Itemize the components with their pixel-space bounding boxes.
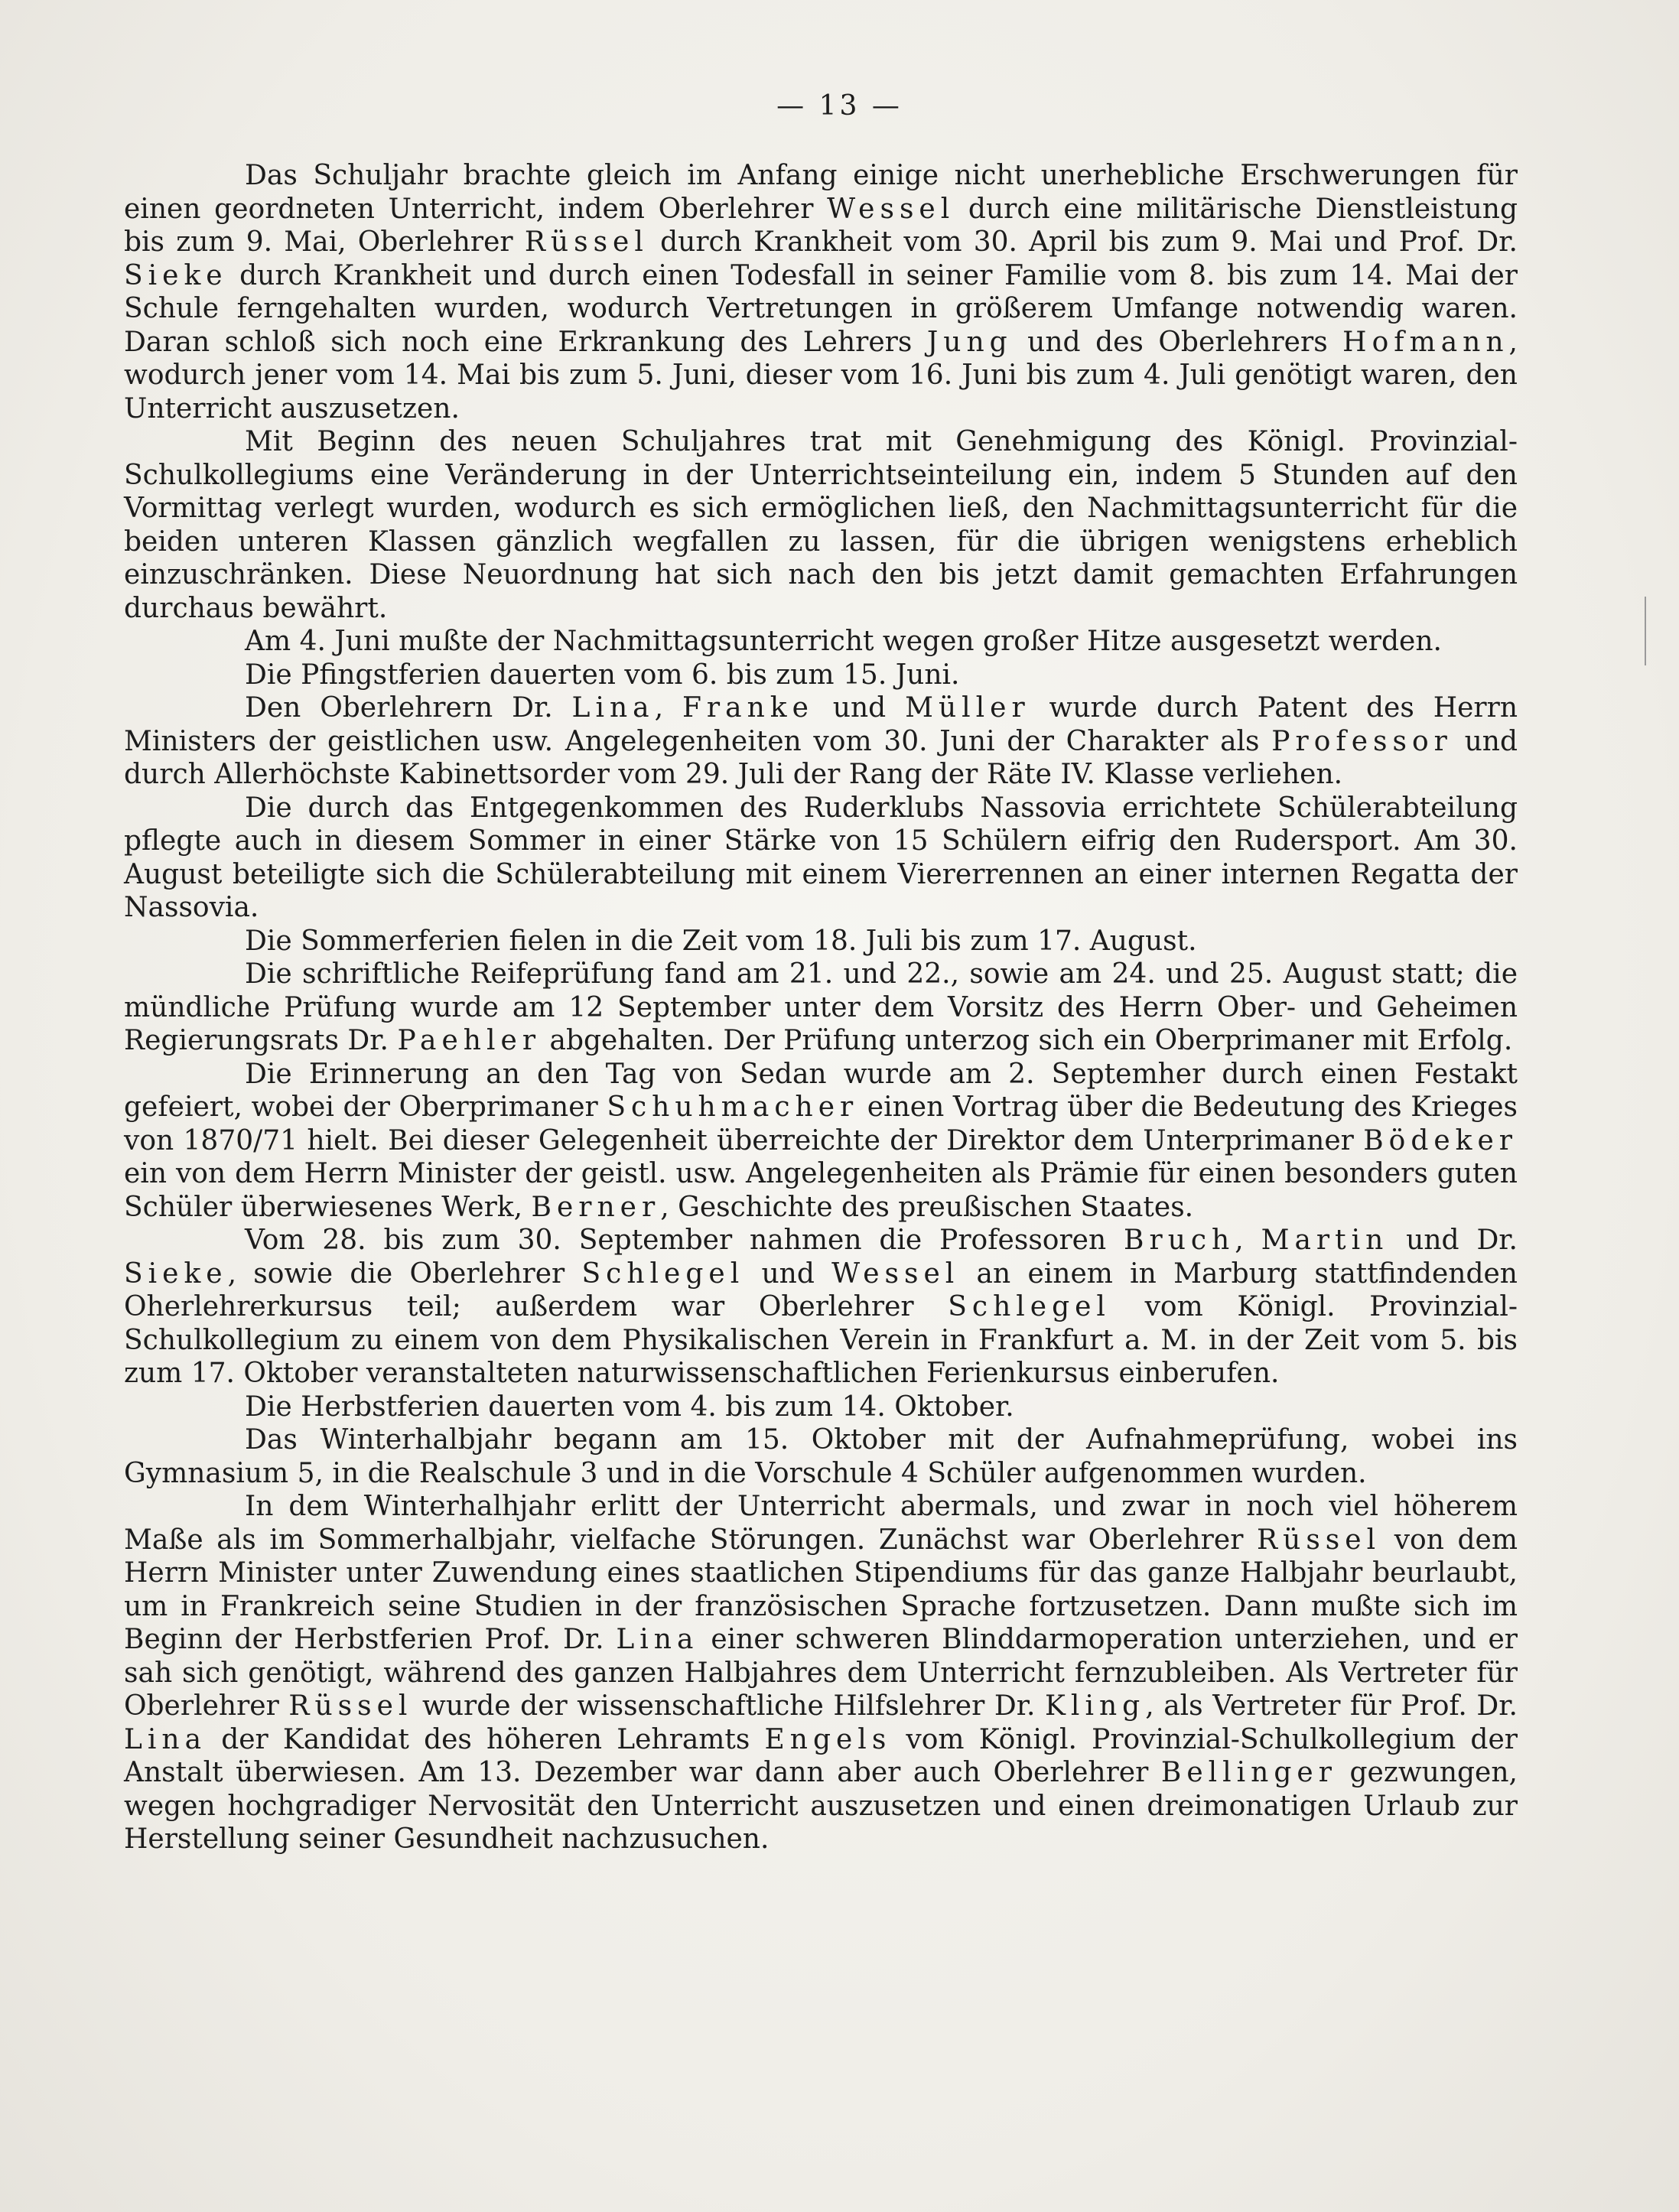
paragraph (124, 1391, 1518, 1424)
text-run: durch Krankheit vom 30. April bis zum 9. Mai und Prof. Dr. (648, 226, 1518, 258)
spaced-name: Rüssel (288, 1690, 413, 1722)
text-run: Die Erinnerung an den Tag von Sedan wurde am 2. Septemher durch einen Festakt gefeiert, wobei der Oberprimaner (124, 1058, 1518, 1123)
text-run: und Dr. (1388, 1225, 1518, 1256)
text-run: und durch Allerhöchste Kabinettsorder vom 29. Juli der Rang der Räte IV. Klasse verliehen. (124, 725, 1518, 790)
text-run: vom Königl. Provinzial-Schulkollegium der Anstalt überwiesen. Am 13. Dezember war dann aber auch Oberlehrer (124, 1723, 1518, 1788)
text-run: Mit Beginn des neuen Schuljahres trat mit Genehmigung des Königl. Provinzial-Schulkollegiums eine Veränderung in der Unterrichtseinteilung ein, indem 5 Stunden auf den Vormittag verlegt wurden, wodurch es sich ermöglichen ließ, den Nachmittagsunterricht für die beiden unteren Klassen gänzlich wegfallen zu lassen, für die übrigen wenigstens erheblich einzuschränken. Diese Neuordnung hat sich nach den bis jetzt damit gemachten Erfahrungen durchaus bewährt. (124, 426, 1518, 624)
spaced-name: Rüssel (524, 226, 649, 258)
text-run: Am 4. Juni mußte der Nachmittagsunterricht wegen großer Hitze ausgesetzt werden. (245, 626, 1442, 657)
paragraph (124, 1423, 1518, 1490)
spaced-name: Sieke (124, 1257, 228, 1290)
spaced-name: Schlegel (948, 1291, 1111, 1322)
spaced-name: Bruch (1124, 1225, 1235, 1256)
spaced-name: Lina (571, 692, 655, 724)
text-run: der Kandidat des höheren Lehramts (207, 1723, 765, 1755)
spaced-name: Müller (905, 692, 1030, 724)
paragraph (124, 1058, 1518, 1225)
text-run: einer schweren Blinddarmoperation unterziehen, und er sah sich genötigt, während des ganzen Halbjahres dem Unterricht fernzubleiben. Als Vertreter für Oberlehrer (124, 1624, 1518, 1722)
paragraph (124, 625, 1518, 659)
text-run: an einem in Marburg stattfindenden Oherlehrerkursus teil; außerdem war Oberlehrer (124, 1257, 1518, 1322)
spaced-name: Professor (1271, 725, 1453, 757)
spaced-name: Schlegel (581, 1257, 745, 1290)
page-number: — 13 — (776, 90, 903, 122)
paragraph (124, 792, 1518, 925)
paragraph (124, 1224, 1518, 1391)
paragraph (124, 159, 1518, 425)
spaced-name: Lina (124, 1723, 207, 1755)
spaced-name: Rüssel (1257, 1524, 1381, 1556)
text-run: Vom 28. bis zum 30. September nahmen die Professoren (245, 1225, 1124, 1256)
text-run: , sowie die Oberlehrer (227, 1257, 582, 1290)
spaced-name: Bödeker (1363, 1124, 1518, 1156)
spaced-name: Schuhmacher (607, 1091, 859, 1123)
text-run: , wodurch jener vom 14. Mai bis zum 5. Juni, dieser vom 16. Juni bis zum 4. Juli genötigt waren, den Unterricht auszusetzen. (124, 326, 1518, 425)
paragraph (124, 425, 1518, 625)
body-text (124, 159, 1518, 1856)
text-run: Die Pfingstferien dauerten vom 6. bis zum 15. Juni. (245, 659, 960, 691)
text-run: und (813, 692, 906, 724)
spaced-name: Kling (1045, 1690, 1146, 1722)
text-run: ein von dem Herrn Minister der geistl. usw. Angelegenheiten als Prämie für einen besonders guten Schüler überwiesenes Werk, (124, 1158, 1518, 1223)
text-run: und (744, 1257, 832, 1290)
spaced-name: Lina (616, 1624, 699, 1655)
text-run: durch Krankheit und durch einen Todesfall in seiner Familie vom 8. bis zum 14. Mai der Schule ferngehalten wurden, wodurch Vertretungen in größerem Umfange notwendig waren. Daran schloß sich noch eine Erkrankung des Lehrers (124, 259, 1518, 358)
spaced-name: Berner (531, 1191, 661, 1223)
text-run: und des Oberlehrers (1012, 326, 1343, 358)
text-run: durch eine militärische Dienstleistung bis zum 9. Mai, Oberlehrer (124, 193, 1518, 258)
text-run: Die Herbstferien dauerten vom 4. bis zum 14. Oktober. (245, 1391, 1014, 1423)
spaced-name: Bellinger (1160, 1757, 1337, 1788)
paragraph (124, 691, 1518, 792)
text-run: , (1235, 1225, 1261, 1256)
text-run: Das Schuljahr brachte gleich im Anfang einige nicht unerhebliche Erschwerungen für einen geordneten Unterricht, indem Oberlehrer (124, 160, 1518, 225)
text-run: wurde der wissenschaftliche Hilfslehrer Dr. (412, 1690, 1046, 1722)
text-run: von dem Herrn Minister unter Zuwendung eines staatlichen Stipendiums für das ganze Halbjahr beurlaubt, um in Frankreich seine Studien in der französischen Sprache fortzusetzen. Dann mußte sich im Beginn der Herbstferien Prof. Dr. (124, 1524, 1518, 1655)
text-run: In dem Winterhalhjahr erlitt der Unterricht abermals, und zwar in noch viel höherem Maße als im Sommerhalbjahr, vielfache Störungen. Zunächst war Oberlehrer (124, 1491, 1518, 1556)
text-run: , als Vertreter für Prof. Dr. (1145, 1690, 1518, 1722)
text-run: , (654, 692, 682, 724)
text-run: gezwungen, wegen hochgradiger Nervosität den Unterricht auszusetzen und einen dreimonatigen Urlaub zur Herstellung seiner Gesundheit nachzusuchen. (124, 1757, 1518, 1855)
spaced-name: Engels (764, 1723, 892, 1755)
text-run: Die Sommerferien fielen in die Zeit vom 18. Juli bis zum 17. August. (245, 925, 1197, 957)
text-run: , Geschichte des preußischen Staates. (660, 1191, 1194, 1223)
paragraph (124, 1490, 1518, 1856)
spaced-name: Paehler (397, 1025, 542, 1056)
text-run: Die schriftliche Reifeprüfung fand am 21. und 22., sowie am 24. und 25. August statt; die mündliche Prüfung wurde am 12 September unter dem Vorsitz des Herrn Ober- und Geheimen Regierungsrats Dr. (124, 958, 1518, 1056)
spaced-name: Wessel (827, 193, 955, 225)
text-run: vom Königl. Provinzial-Schulkollegium zu einem von dem Physikalischen Verein in Frankfurt a. M. in der Zeit vom 5. bis zum 17. Oktober veranstalteten naturwissenschaftlichen Ferienkursus einberufen. (124, 1291, 1518, 1389)
paragraph (124, 958, 1518, 1058)
text-run: wurde durch Patent des Herrn Ministers der geistlichen usw. Angelegenheiten vom 30. Juni der Charakter als (124, 692, 1518, 757)
spaced-name: Franke (682, 692, 814, 724)
text-run: Die durch das Entgegenkommen des Ruderklubs Nassovia errichtete Schülerabteilung pflegte auch in diesem Sommer in einer Stärke von 15 Schülern eifrig den Rudersport. Am 30. August beteiligte sich die Schülerabteilung mit einem Viererrennen an einer internen Regatta der Nassovia. (124, 792, 1518, 923)
spaced-name: Jung (926, 326, 1013, 358)
paragraph (124, 925, 1518, 958)
text-run: einen Vortrag über die Bedeutung des Krieges von 1870/71 hielt. Bei dieser Gelegenheit überreichte der Direktor dem Unterprimaner (124, 1091, 1518, 1156)
text-run: abgehalten. Der Prüfung unterzog sich ein Oberprimaner mit Erfolg. (541, 1025, 1513, 1056)
spaced-name: Wessel (831, 1257, 960, 1290)
text-run: Das Winterhalbjahr begann am 15. Oktober mit der Aufnahmeprüfung, wobei ins Gymnasium 5, in die Realschule 3 und in die Vorschule 4 Schüler aufgenommen wurden. (124, 1424, 1518, 1489)
spaced-name: Sieke (124, 259, 228, 291)
spaced-name: Martin (1261, 1225, 1389, 1256)
margin-mark (1645, 597, 1646, 665)
spaced-name: Hofmann (1342, 326, 1509, 358)
text-run: Den Oberlehrern Dr. (245, 692, 572, 724)
paragraph (124, 659, 1518, 692)
